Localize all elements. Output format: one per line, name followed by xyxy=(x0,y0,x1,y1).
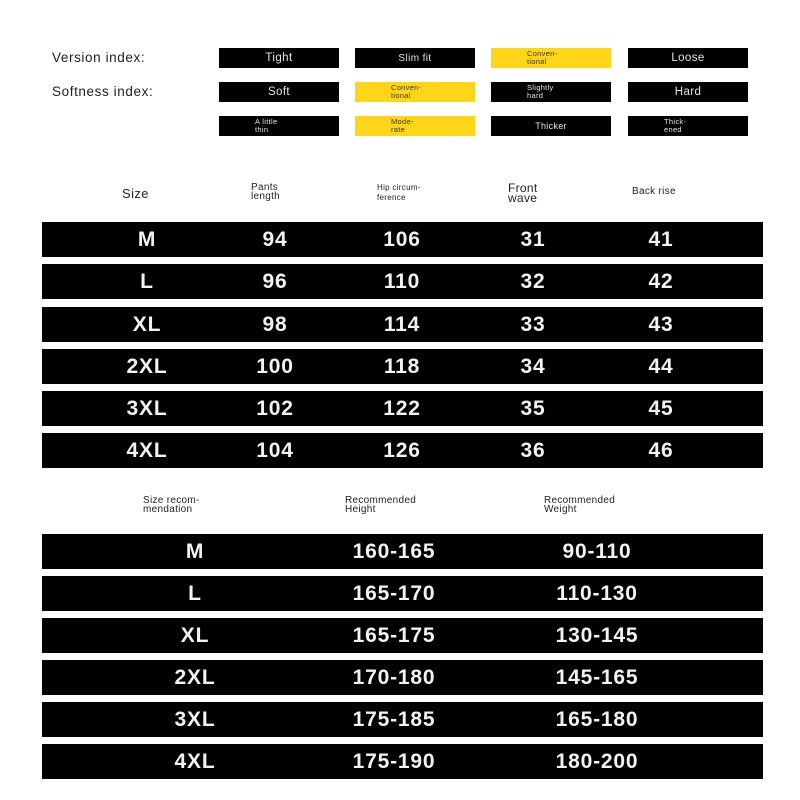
thickness-option-a-little-thin: A little thin xyxy=(219,116,339,136)
version-index-label: Version index: xyxy=(52,50,146,65)
cell-back-rise: 46 xyxy=(648,439,674,462)
cell-front-wave: 31 xyxy=(520,228,546,251)
table-row xyxy=(42,222,763,257)
cell-size: XL xyxy=(180,624,210,647)
cell-back-rise: 44 xyxy=(648,355,674,378)
cell-weight: 130-145 xyxy=(555,624,639,647)
header-hip-circumference: Hip circum- ference xyxy=(377,183,421,202)
cell-size: M xyxy=(137,228,157,251)
cell-front-wave: 33 xyxy=(520,313,546,336)
cell-size: L xyxy=(140,270,154,293)
cell-pants-length: 96 xyxy=(262,270,288,293)
header-pants-length: Pants length xyxy=(251,182,281,202)
table-row xyxy=(42,618,763,653)
cell-weight: 90-110 xyxy=(562,540,632,563)
cell-height: 160-165 xyxy=(352,540,436,563)
table-row xyxy=(42,391,763,426)
cell-weight: 165-180 xyxy=(555,708,639,731)
cell-pants-length: 102 xyxy=(256,397,294,420)
cell-pants-length: 100 xyxy=(256,355,294,378)
softness-option-soft: Soft xyxy=(219,82,339,102)
cell-height: 175-190 xyxy=(352,750,436,773)
cell-size: 4XL xyxy=(126,439,168,462)
cell-size: 3XL xyxy=(174,708,216,731)
cell-back-rise: 45 xyxy=(648,397,674,420)
cell-back-rise: 41 xyxy=(648,228,674,251)
thickness-option-thicker: Thicker xyxy=(491,116,611,136)
table-row xyxy=(42,660,763,695)
cell-size: 2XL xyxy=(126,355,168,378)
table-row xyxy=(42,349,763,384)
cell-pants-length: 94 xyxy=(262,228,288,251)
cell-weight: 145-165 xyxy=(555,666,639,689)
cell-pants-length: 98 xyxy=(262,313,288,336)
header-front-wave: Front wave xyxy=(508,181,538,205)
table-row xyxy=(42,744,763,779)
cell-hip: 110 xyxy=(383,270,421,293)
table-row xyxy=(42,534,763,569)
softness-option-slightly-hard: Slightly hard xyxy=(491,82,611,102)
cell-weight: 110-130 xyxy=(556,582,638,605)
cell-back-rise: 43 xyxy=(648,313,674,336)
cell-size: XL xyxy=(132,313,162,336)
table-row xyxy=(42,702,763,737)
version-option-conventional: Conven- tional xyxy=(491,48,611,68)
table-row xyxy=(42,264,763,299)
thickness-option-moderate: Mode- rate xyxy=(355,116,475,136)
softness-option-hard: Hard xyxy=(628,82,748,102)
softness-index-label: Softness index: xyxy=(52,84,154,99)
cell-hip: 106 xyxy=(383,228,421,251)
header-size-recommendation: Size recom- mendation xyxy=(143,495,200,515)
cell-front-wave: 36 xyxy=(520,439,546,462)
cell-weight: 180-200 xyxy=(555,750,639,773)
cell-size: 4XL xyxy=(174,750,216,773)
cell-hip: 122 xyxy=(383,397,421,420)
version-option-tight: Tight xyxy=(219,48,339,68)
softness-option-conventional: Conven- tional xyxy=(355,82,475,102)
cell-hip: 126 xyxy=(383,439,421,462)
cell-size: 2XL xyxy=(174,666,216,689)
cell-hip: 114 xyxy=(383,313,421,336)
cell-height: 165-170 xyxy=(352,582,436,605)
thickness-option-thickened: Thick- ened xyxy=(628,116,748,136)
header-recommended-weight: Recommended Weight xyxy=(544,495,616,515)
version-option-slim-fit: Slim fit xyxy=(355,48,475,68)
header-recommended-height: Recommended Height xyxy=(345,495,417,515)
cell-front-wave: 34 xyxy=(520,355,546,378)
cell-hip: 118 xyxy=(383,355,421,378)
cell-front-wave: 32 xyxy=(520,270,546,293)
cell-pants-length: 104 xyxy=(256,439,294,462)
table-row xyxy=(42,433,763,468)
cell-height: 170-180 xyxy=(352,666,436,689)
cell-height: 165-175 xyxy=(352,624,436,647)
table-row xyxy=(42,307,763,342)
table-row xyxy=(42,576,763,611)
cell-size: L xyxy=(188,582,202,605)
header-back-rise: Back rise xyxy=(632,186,676,197)
header-size: Size xyxy=(122,186,149,201)
version-option-loose: Loose xyxy=(628,48,748,68)
cell-size: 3XL xyxy=(126,397,168,420)
cell-size: M xyxy=(185,540,205,563)
cell-back-rise: 42 xyxy=(648,270,674,293)
cell-front-wave: 35 xyxy=(520,397,546,420)
cell-height: 175-185 xyxy=(352,708,436,731)
